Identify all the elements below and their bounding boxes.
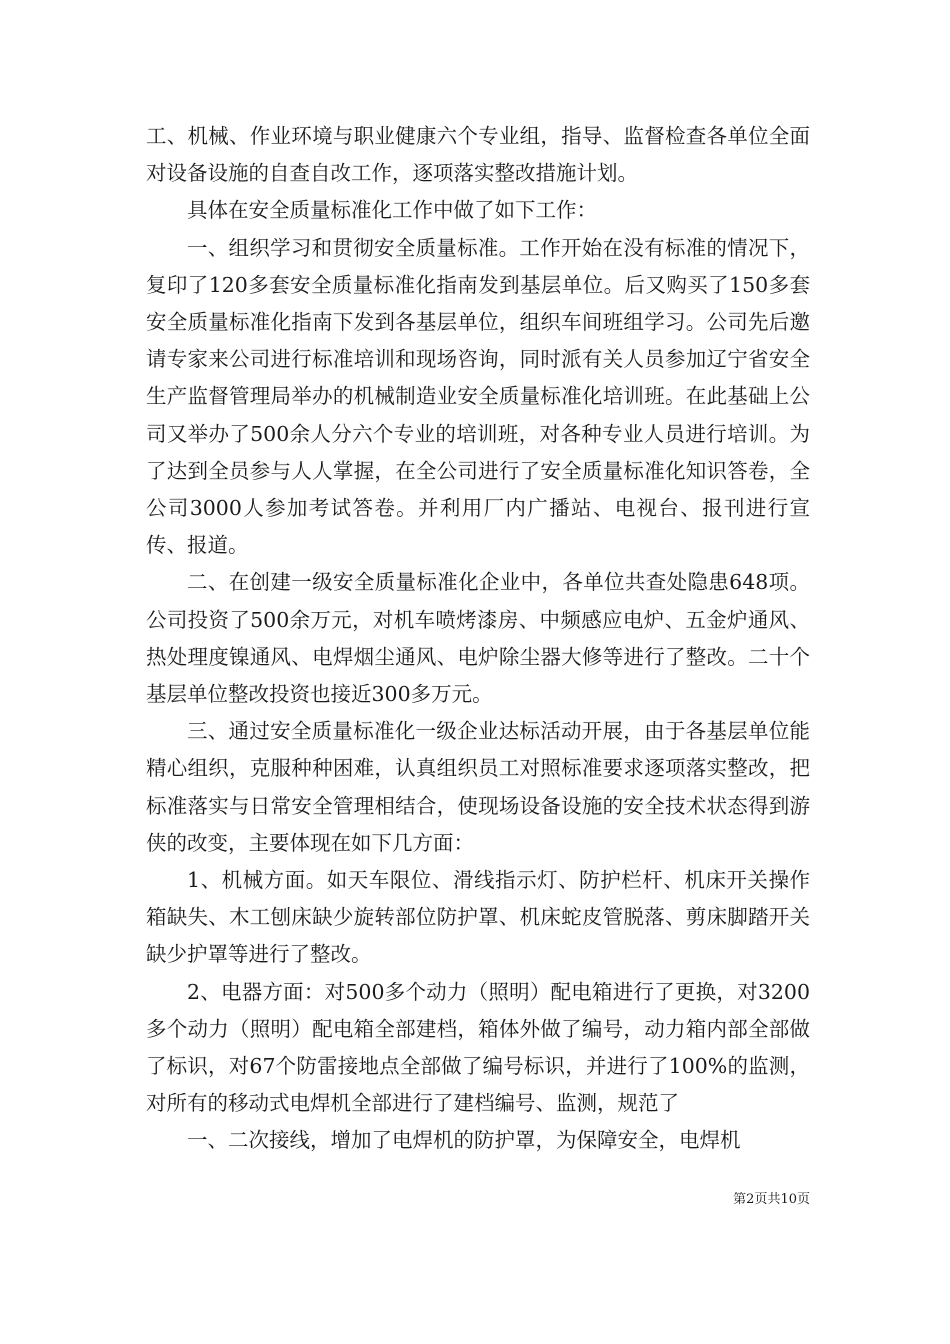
- page-number-footer: 第2页共10页: [733, 1192, 810, 1207]
- document-body: [146, 118, 810, 1160]
- paragraph-section-2: 二、在创建一级安全质量标准化企业中，各单位共查处隐患648项。公司投资了500余万元，对机车喷烤漆房、中频感应电炉、五金炉通风、热处理度镍通风、电焊烟尘通风、电炉除尘器大修等进行了整改。二十个基层单位整改投资也接近300多万元。: [146, 570, 810, 707]
- paragraph-section-3: 三、通过安全质量标准化一级企业达标活动开展，由于各基层单位能精心组织，克服种种困难，认真组织员工对照标准要求逐项落实整改，把标准落实与日常安全管理相结合，使现场设备设施的安全技术状态得到游侠的改变，主要体现在如下几方面：: [146, 719, 810, 855]
- paragraph-item-mechanical: 1、机械方面。如天车限位、滑线指示灯、防护栏杆、机床开关操作箱缺失、木工刨床缺少旋转部位防护罩、机床蛇皮管脱落、剪床脚踏开关缺少护罩等进行了整改。: [146, 868, 810, 967]
- paragraph-item-wiring: 一、二次接线，增加了电焊机的防护罩，为保障安全，电焊机: [187, 1128, 741, 1153]
- paragraph-intro: 具体在安全质量标准化工作中做了如下工作：: [187, 198, 597, 223]
- paragraph-continuation: 工、机械、作业环境与职业健康六个专业组，指导、监督检查各单位全面对设备设施的自查自改工作，逐项落实整改措施计划。: [146, 124, 810, 186]
- paragraph-item-electrical: 2、电器方面：对500多个动力（照明）配电箱进行了更换，对3200多个动力（照明）配电箱全部建档，箱体外做了编号，动力箱内部全部做了标识，对67个防雷接地点全部做了编号标识，并进行了100%的监测，对所有的移动式电焊机全部进行了建档编号、监测，规范了: [146, 979, 810, 1116]
- paragraph-section-1: 一、组织学习和贯彻安全质量标准。工作开始在没有标准的情况下，复印了120多套安全质量标准化指南发到基层单位。后又购买了150多套安全质量标准化指南下发到各基层单位，组织车间班组学习。公司先后邀请专家来公司进行标准培训和现场咨询，同时派有关人员参加辽宁省安全生产监督管理局举办的机械制造业安全质量标准化培训班。在此基础上公司又举办了500余人分六个专业的培训班，对各种专业人员进行培训。为了达到全员参与人人掌握，在全公司进行了安全质量标准化知识答卷，全公司3000人参加考试答卷。并利用厂内广播站、电视台、报刊进行宣传、报道。: [146, 235, 810, 558]
